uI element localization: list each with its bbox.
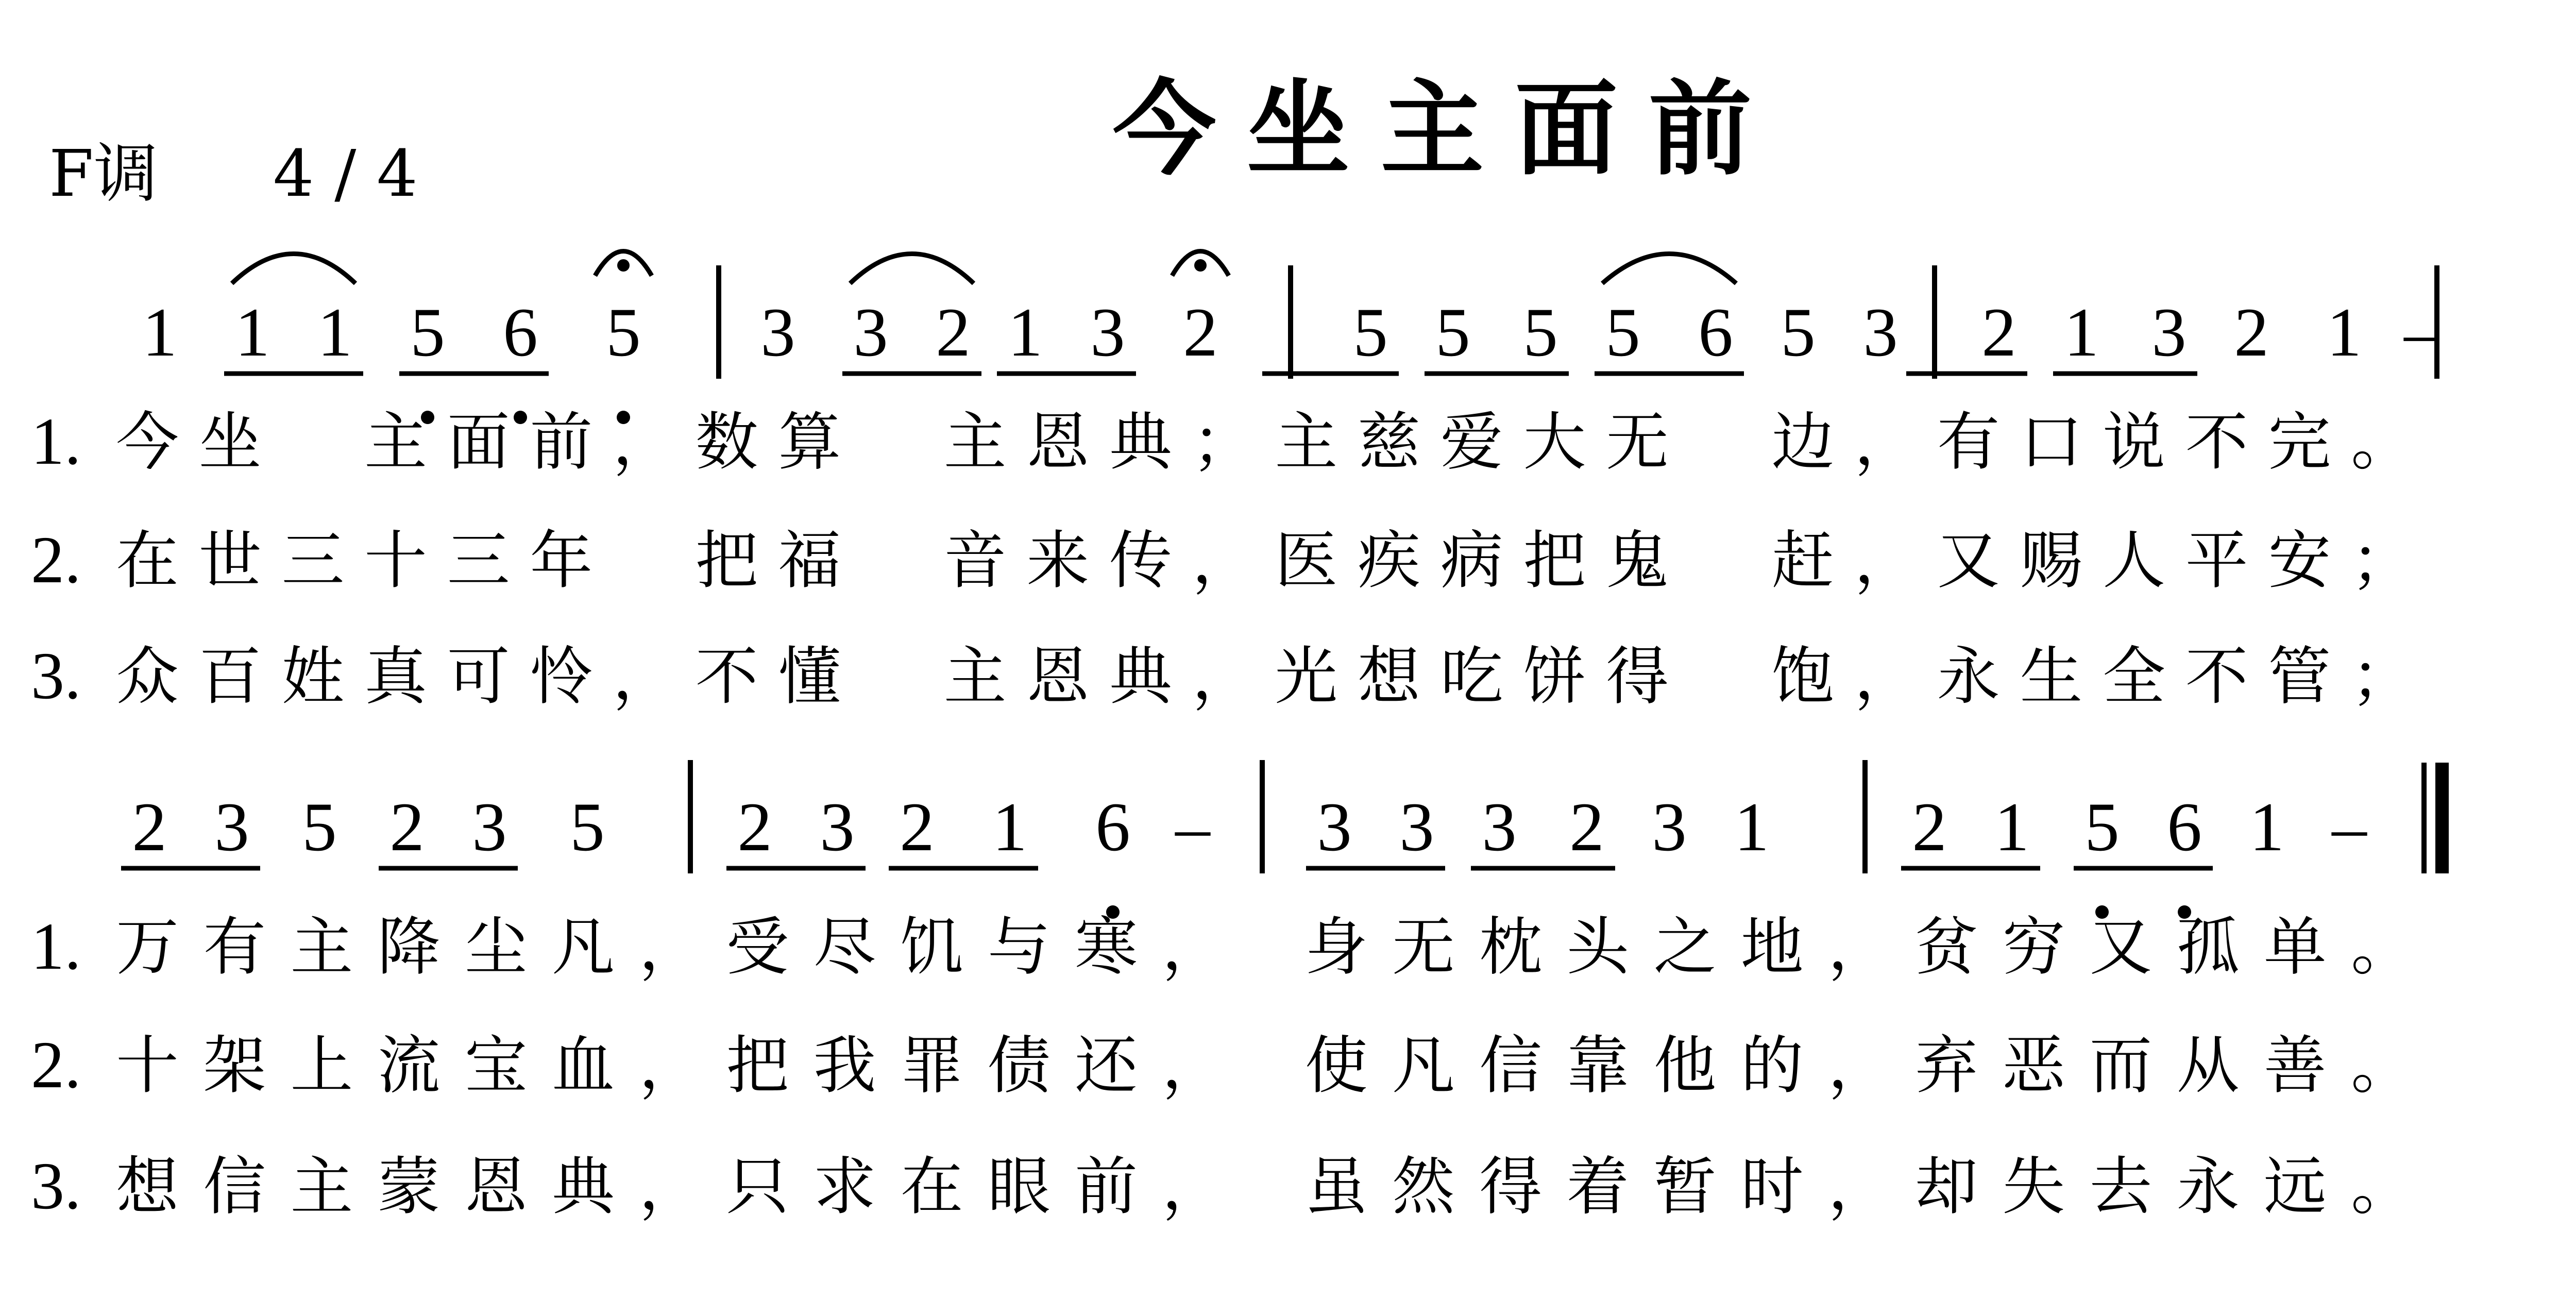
lyric-line: 今坐 主面前，数算 主恩典；主慈爱大无 边，有口说不完。 [116,406,2414,479]
note-digit: 1 [1994,789,2029,866]
octave-dot-below [514,411,527,424]
lyric-line: 万有主降尘凡，受尽饥与寒， 身无枕头之地，贫穷又孤单。 [116,911,2414,984]
time-signature: 4 / 4 [273,137,418,211]
note-digit: 5 [570,789,605,866]
note-digit: 5 [302,789,337,866]
note-digit: 2 [1183,294,1218,371]
note-digit: 3 [820,789,855,866]
sustain-dash: – [2332,789,2367,866]
note-digit: 6 [1095,789,1130,866]
note-digit: 1 [317,294,352,371]
sustain-dash: – [1175,789,1210,866]
note-digit: 3 [760,294,795,371]
slur-arc [850,254,974,284]
note-digit: 5 [1523,294,1558,371]
note-digit: 3 [1863,294,1898,371]
verse-number: 3. [31,639,81,713]
sustain-dash: – [2404,294,2439,371]
note-digit: 1 [1008,294,1043,371]
note-digit: 2 [936,294,971,371]
note-digit: 2 [1569,789,1604,866]
note-digit: 3 [1652,789,1687,866]
song-title: 今坐主面前 [1113,69,1783,190]
note-digit: 2 [737,789,772,866]
slur-arc [1602,254,1736,284]
note-digit: 5 [2084,789,2120,866]
notation-row-1 [142,251,2439,425]
note-digit: 5 [1435,294,1470,371]
note-digit: 2 [389,789,425,866]
key-signature: F调 [49,137,158,211]
lyric-line: 在世三十三年 把福 音来传，医疾病把鬼 赶，又赐人平安； [116,524,2414,597]
fermata-dot [1194,259,1207,272]
verse-number: 1. [31,909,81,984]
note-digit: 1 [142,294,177,371]
note-digit: 2 [2234,294,2269,371]
note-digit: 2 [1912,789,1947,866]
note-digit: 3 [1482,789,1517,866]
verse-number: 3. [31,1149,81,1223]
note-digit: 3 [2151,294,2187,371]
note-digit: 1 [992,789,1027,866]
note-digit: 5 [1781,294,1816,371]
note-digit: 6 [2167,789,2202,866]
note-digit: 3 [472,789,507,866]
note-digit: 6 [1698,294,1733,371]
lyric-line: 想信主蒙恩典，只求在眼前， 虽然得着暂时，却失去永远。 [116,1150,2414,1223]
notation-row-2 [121,760,2442,919]
verse-number: 2. [31,523,81,597]
lyrics-block-1 [31,404,2414,713]
fermata-dot [617,259,630,272]
note-digit: 5 [410,294,445,371]
note-digit: 3 [214,789,249,866]
verse-number: 2. [31,1028,81,1102]
note-digit: 2 [1981,294,2016,371]
slur-arc [232,254,355,284]
note-digit: 3 [853,294,888,371]
note-digit: 1 [2249,789,2284,866]
note-digit: 6 [503,294,538,371]
lyrics-block-2 [31,909,2414,1223]
note-digit: 1 [1734,789,1769,866]
note-digit: 5 [606,294,641,371]
note-digit: 5 [1605,294,1640,371]
note-digit: 1 [2064,294,2099,371]
lyric-line: 众百姓真可怜，不懂 主恩典，光想吃饼得 饱，永生全不管； [116,640,2414,713]
note-digit: 3 [1090,294,1125,371]
verse-number: 1. [31,404,81,479]
note-digit: 2 [900,789,935,866]
note-digit: 3 [1399,789,1434,866]
note-digit: 3 [1317,789,1352,866]
note-digit: 1 [235,294,270,371]
lyric-line: 十架上流宝血，把我罪债还， 使凡信靠他的，弃恶而从善。 [116,1029,2414,1102]
note-digit: 1 [2327,294,2362,371]
note-digit: 2 [132,789,167,866]
note-digit: 5 [1353,294,1388,371]
